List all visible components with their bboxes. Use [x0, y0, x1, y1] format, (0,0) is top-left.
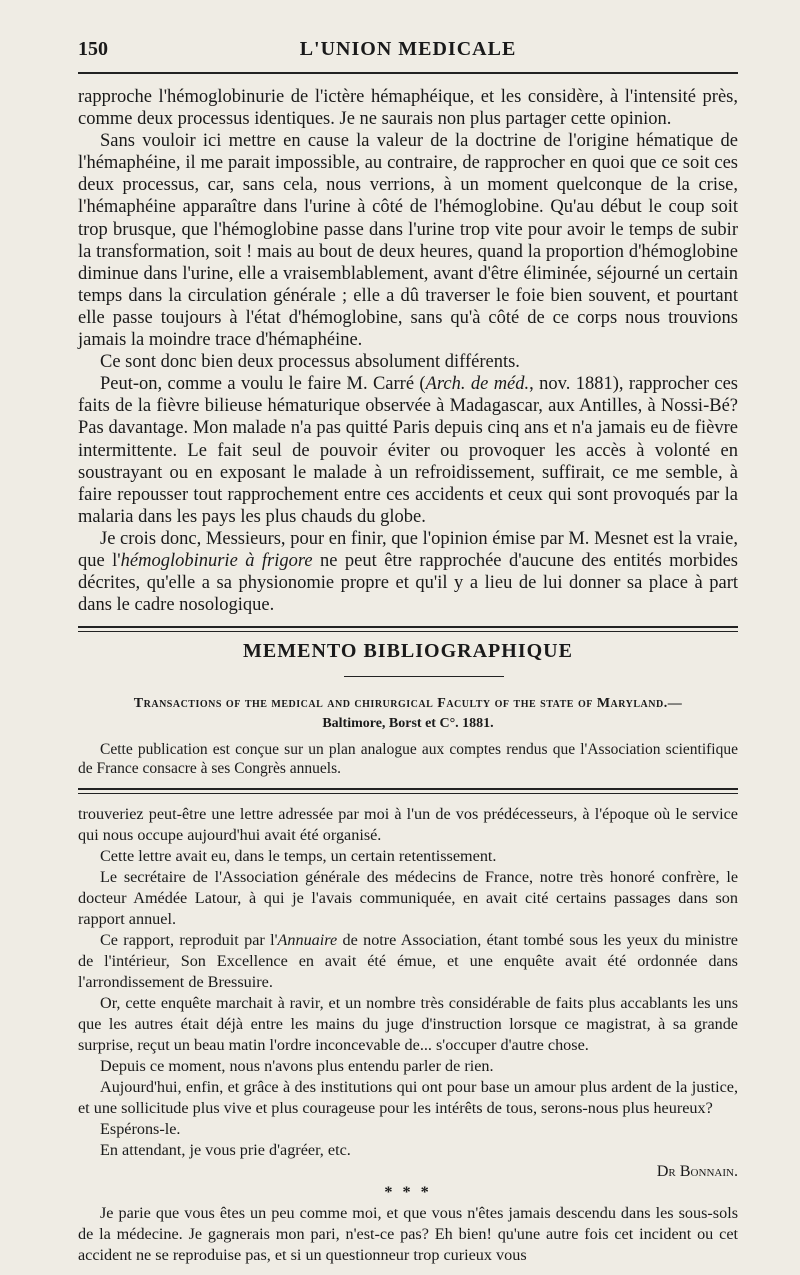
- paragraph-carre: [78, 373, 738, 528]
- section-rule: [78, 788, 738, 790]
- text-run: Peut-on, comme a voulu le faire M. Carré (: [100, 374, 426, 395]
- paragraph: [78, 930, 738, 993]
- header-rule: [78, 72, 738, 74]
- bibliography-description: Cette publication est conçue sur un plan analogue aux comptes rendus que l'Association scientifique de France consacre à ses Congrès annuels.: [78, 741, 738, 777]
- page-header: [78, 38, 738, 66]
- text-run: de notre Association, étant tombé sous les yeux du ministre de l'intérieur, Son Excellence en avait été émue, et une enquête avait été ordonnée dans l'arrondissement de Bressuire.: [78, 931, 738, 991]
- text-run: , nov. 1881), rapprocher ces faits de la fièvre bilieuse hématurique observée à Madagascar, aux Antilles, à Nossi-Bé? Pas davantage. Mon malade n'a pas quitté Paris depuis cinq ans et n'a jamais eu de fièvre intermittente. Le fait seul de pouvoir éviter ou provoquer les accès à volonté en soustrayant ou en exposant le malade à un refroidissement, suffirait, ce me semble, à faire repousser tout rapprochement entre ces accidents et ceux qui sont provoqués par la malaria dans les pays les plus chauds du globe.: [78, 374, 738, 527]
- paragraph: Cette lettre avait eu, dans le temps, un certain retentissement.: [100, 847, 497, 865]
- paragraph: Aujourd'hui, enfin, et grâce à des institutions qui ont pour base un amour plus ardent de la justice, et une sollicitude plus vive et plus courageuse pour les intérêts de tous, serons-nous plus heureux?: [78, 1078, 738, 1117]
- italic-title: Annuaire: [277, 931, 338, 949]
- bibliography-entry: [78, 694, 738, 734]
- bibliography-publisher: Baltimore, Borst et C°. 1881.: [322, 716, 494, 731]
- section-rule: [78, 631, 738, 632]
- article-continuation: [78, 86, 738, 616]
- journal-title: L'UNION MEDICALE: [299, 38, 517, 60]
- paragraph: rapproche l'hémoglobinurie de l'ictère hémaphéique, et les considère, à l'intensité près, comme deux processus identiques. Je ne saurais non plus partager cette opinion.: [78, 87, 738, 130]
- paragraph: Or, cette enquête marchait à ravir, et un nombre très considérable de faits plus accablants les uns que les autres était déjà entre les mains du juge d'instruction lorsque ce magistrat, à sa grande surprise, reçut un beau matin l'ordre inconcevable de... s'occuper d'autre chose.: [78, 994, 738, 1054]
- text-run: Je crois donc, Messieurs, pour en finir, que l'opinion émise par M. Mesnet est la vraie, que l': [78, 528, 738, 571]
- section-separator: * * *: [384, 1183, 432, 1201]
- paragraph: Sans vouloir ici mettre en cause la valeur de la doctrine de l'origine hématique de l'hémaphéine, il me parait impossible, au contraire, de rapprocher en quoi que ce soit ces deux processus, car, sans cela, nous verrions, à un moment quelconque de la crise, l'hémaphéine apparaître dans l'urine à côté de l'hémoglobine. Qu'au début le coup soit trop brusque, que l'hémoglobine passe dans l'urine trop vite pour avoir le temps de subir la transformation, soit ! mais au bout de deux heures, quand la proportion d'hémoglobine diminue dans l'urine, elle a vraisemblablement, avant d'être éliminée, séjourné un certain temps dans la circulation générale ; elle a dû traverser le foie bien souvent, et pourtant elle passe toujours à l'état d'hémoglobine, sans qu'à côté de ce corps nous trouvions jamais la moindre trace d'hémaphéine.: [78, 131, 738, 351]
- paragraph: Le secrétaire de l'Association générale des médecins de France, notre très honoré confrère, le docteur Amédée Latour, à qui je l'avais communiquée, en avait cité certains passages dans son rapport annuel.: [78, 868, 738, 928]
- heading-underline: [344, 676, 504, 677]
- paragraph: Espérons-le.: [100, 1120, 181, 1138]
- letter-text: [78, 804, 738, 1266]
- paragraph: Je parie que vous êtes un peu comme moi, et que vous n'êtes jamais descendu dans les sous-sols de la médecine. Je gagnerais mon pari, n'est-ce pas? Eh bien! qu'une autre fois cet incident ou cet accident ne se reproduise pas, et si un questionneur trop curieux vous: [78, 1204, 738, 1264]
- page-number: 150: [78, 38, 108, 60]
- text-run: ne peut être rapprochée d'aucune des entités morbides décrites, qu'elle a sa physionomie propre et qu'il y a lieu de lui donner sa place à part dans le cadre nosologique.: [78, 550, 738, 616]
- italic-citation: Arch. de méd.: [425, 374, 530, 395]
- signature: Dr Bonnain.: [656, 1162, 738, 1180]
- section-rule: [78, 793, 738, 794]
- memento-heading: MEMENTO BIBLIOGRAPHIQUE: [243, 640, 573, 662]
- paragraph: trouveriez peut-être une lettre adressée par moi à l'un de vos prédécesseurs, à l'époque où le service qui nous occupe aujourd'hui avait été organisé.: [78, 805, 738, 844]
- text-run: Ce rapport, reproduit par l': [100, 931, 278, 949]
- italic-term: hémoglobinurie à frigore: [120, 550, 313, 571]
- paragraph-conclusion: [78, 528, 738, 616]
- section-rule: [78, 626, 738, 628]
- bibliography-title: Transactions of the medical and chirurgical Faculty of the state of Maryland.—: [133, 696, 683, 711]
- paragraph: En attendant, je vous prie d'agréer, etc.: [100, 1141, 351, 1159]
- paragraph: Depuis ce moment, nous n'avons plus entendu parler de rien.: [100, 1057, 494, 1075]
- paragraph: Ce sont donc bien deux processus absolument différents.: [100, 352, 520, 373]
